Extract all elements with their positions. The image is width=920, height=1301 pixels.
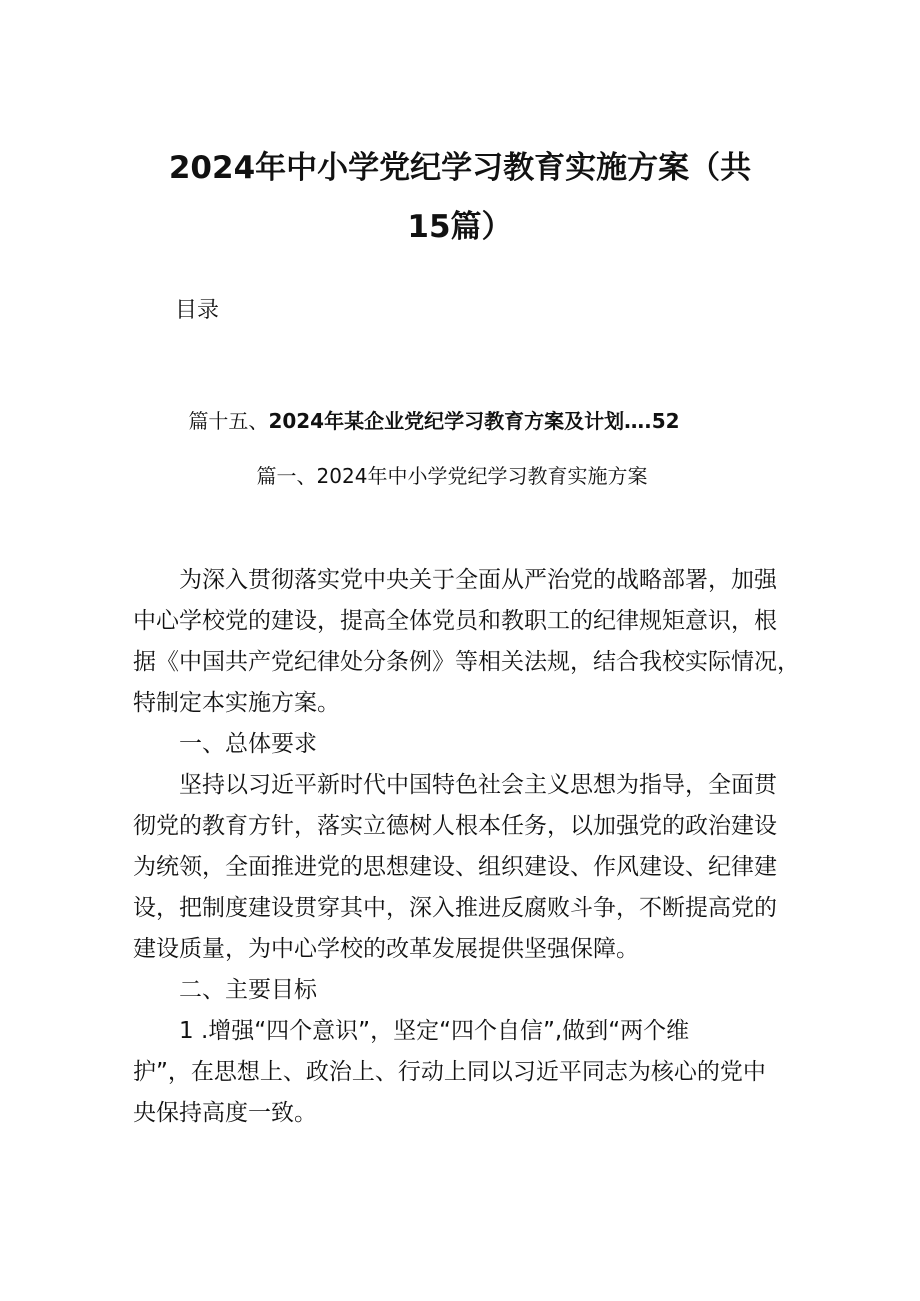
- body-line: 中心学校党的建设，提高全体党员和教职工的纪律规矩意识，根: [133, 608, 777, 634]
- toc-heading: 目录: [175, 298, 220, 323]
- toc-entry-page: 52: [651, 409, 680, 433]
- section-heading: [92, 461, 812, 491]
- body-line: 彻党的教育方针，落实立德树人根本任务，以加强党的政治建设: [133, 813, 777, 839]
- body-text: [133, 560, 813, 1134]
- body-line: 1 .增强“四个意识”，坚定“四个自信”,做到“两个维: [179, 1018, 690, 1044]
- section-title: 二、主要目标: [179, 977, 317, 1003]
- document-title-line-1: 2024年中小学党纪学习教育实施方案（共: [168, 150, 752, 186]
- body-line: 坚持以习近平新时代中国特色社会主义思想为指导，全面贯: [179, 772, 777, 798]
- body-line: 为统领，全面推进党的思想建设、组织建设、作风建设、纪律建: [133, 854, 777, 880]
- toc-entry[interactable]: [74, 406, 794, 436]
- section-heading-title: 2024年中小学党纪学习教育实施方案: [316, 464, 648, 488]
- body-line: 为深入贯彻落实党中央关于全面从严治党的战略部署，加强: [179, 567, 777, 593]
- document-title-line-2: 15篇）: [407, 209, 513, 245]
- toc-entry-dots: ….: [624, 409, 652, 433]
- body-line: 央保持高度一致。: [133, 1100, 317, 1126]
- body-line: 建设质量，为中心学校的改革发展提供坚强保障。: [133, 936, 639, 962]
- body-line: 设，把制度建设贯穿其中，深入推进反腐败斗争，不断提高党的: [133, 895, 777, 921]
- body-line: 据《中国共产党纪律处分条例》等相关法规，结合我校实际情况，: [133, 649, 800, 675]
- toc-entry-title: 2024年某企业党纪学习教育方案及计划: [268, 409, 625, 433]
- body-line: 特制定本实施方案。: [133, 690, 340, 716]
- body-line: 护”，在思想上、政治上、行动上同以习近平同志为核心的党中: [133, 1059, 766, 1085]
- section-heading-prefix: 篇一、: [256, 464, 317, 488]
- toc-entry-prefix: 篇十五、: [188, 409, 269, 433]
- section-title: 一、总体要求: [179, 731, 317, 757]
